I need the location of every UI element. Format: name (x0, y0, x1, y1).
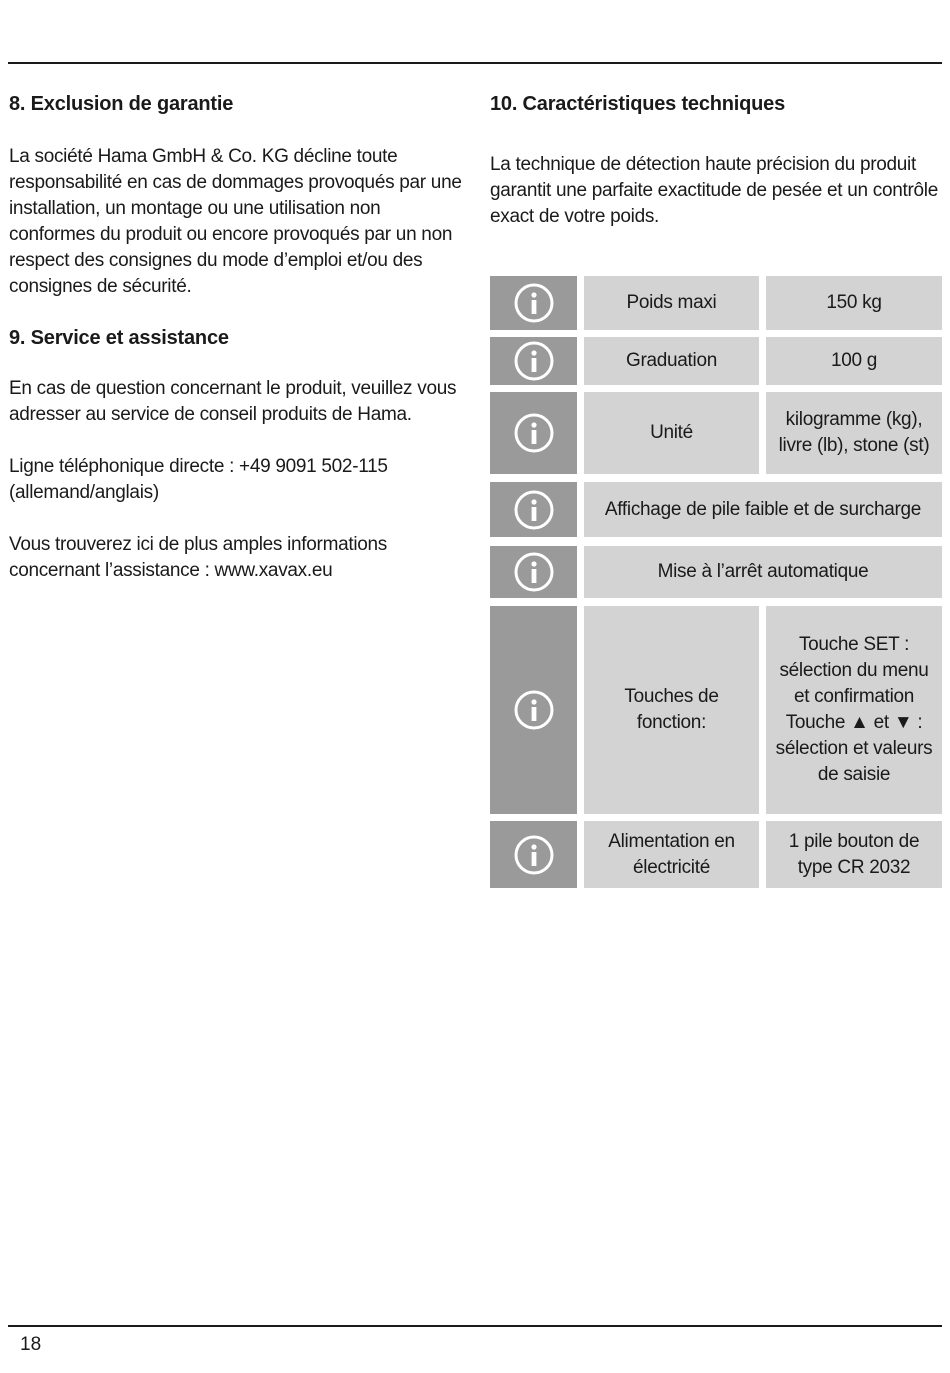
info-icon (490, 821, 577, 888)
info-icon (490, 392, 577, 474)
info-icon (490, 337, 577, 385)
section-9-paragraph-3: Vous trouverez ici de plus amples informations concernant l’assistance : www.xavax.eu (9, 534, 388, 581)
spec-label: Touches de fonction: (584, 606, 759, 814)
section-9-paragraph-2: Ligne téléphonique directe : +49 9091 502-115 (allemand/anglais) (9, 456, 388, 503)
info-icon (490, 482, 577, 537)
info-icon (490, 276, 577, 330)
spec-value: Touche SET : sélection du menu et confirmation Touche ▲ et ▼ : sélection et valeurs de saisie (766, 606, 942, 814)
spec-label: Alimentation en électricité (584, 821, 759, 888)
right-column (490, 90, 942, 230)
section-8-body: La société Hama GmbH & Co. KG décline toute responsabilité en cas de dommages provoqués par une installation, un montage ou une utilisation non conformes du produit ou encore provoqués par un non respect des consignes du mode d’emploi et/ou des consignes de sécurité. (9, 146, 462, 297)
spec-row-max-weight (490, 276, 942, 330)
spec-text: Affichage de pile faible et de surcharge (584, 482, 942, 537)
spec-value: 1 pile bouton de type CR 2032 (766, 821, 942, 888)
section-10-heading: 10. Caractéristiques techniques (490, 93, 786, 115)
section-8-heading: 8. Exclusion de garantie (9, 93, 234, 115)
spec-value: 100 g (766, 337, 942, 385)
spec-row-unit (490, 392, 942, 474)
spec-row-low-battery (490, 482, 942, 537)
spec-row-auto-off (490, 546, 942, 598)
page-number: 18 (20, 1334, 42, 1355)
spec-value: kilogramme (kg), livre (lb), stone (st) (766, 392, 942, 474)
section-9-heading: 9. Service et assistance (9, 327, 229, 349)
section-9-paragraph-1: En cas de question concernant le produit, veuillez vous adresser au service de conseil produits de Hama. (9, 378, 457, 425)
bottom-rule (8, 1325, 942, 1327)
spec-row-function-keys (490, 606, 942, 814)
spec-label: Poids maxi (584, 276, 759, 330)
spec-row-graduation (490, 337, 942, 385)
info-icon (490, 546, 577, 598)
section-10-intro: La technique de détection haute précision du produit garantit une parfaite exactitude de pesée et un contrôle exact de votre poids. (490, 154, 938, 227)
top-rule (8, 62, 942, 64)
spec-value: 150 kg (766, 276, 942, 330)
spec-label: Graduation (584, 337, 759, 385)
left-column (9, 90, 469, 584)
spec-label: Unité (584, 392, 759, 474)
spec-row-power-supply (490, 821, 942, 888)
spec-text: Mise à l’arrêt automatique (584, 546, 942, 598)
info-icon (490, 606, 577, 814)
